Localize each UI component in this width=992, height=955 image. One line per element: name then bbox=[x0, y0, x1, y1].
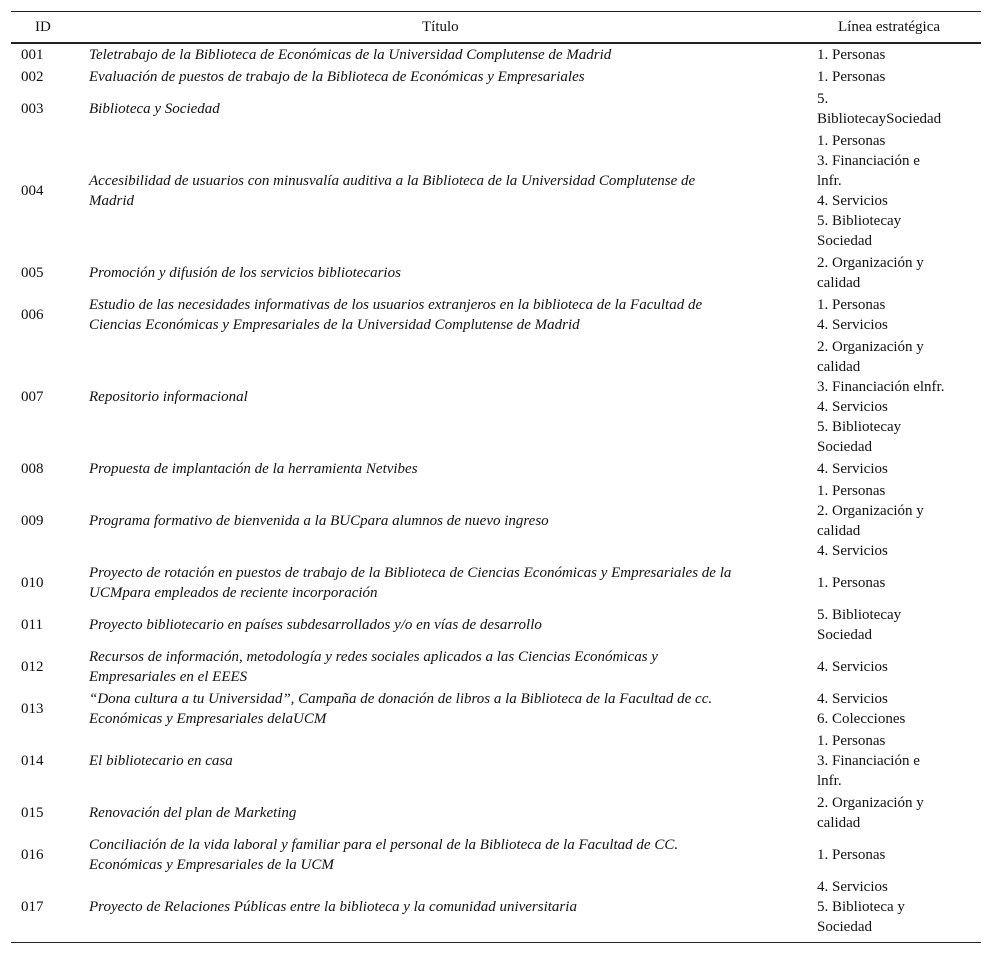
row-id: 010 bbox=[21, 575, 44, 591]
strategic-line-entry: 4. Servicios bbox=[817, 659, 888, 675]
row-strategic-lines bbox=[817, 459, 977, 479]
header-id: ID bbox=[35, 19, 51, 35]
row-title: “Dona cultura a tu Universidad”, Campaña de donación de libros a la Biblioteca de la Facultad de cc. Económicas y Empresariales delaUCM bbox=[89, 691, 713, 727]
row-id: 012 bbox=[21, 659, 44, 675]
row-id: 005 bbox=[21, 265, 44, 281]
strategic-line-entry: 1. Personas bbox=[817, 483, 886, 499]
row-strategic-lines bbox=[817, 835, 977, 875]
row-id: 013 bbox=[21, 701, 44, 717]
strategic-line-entry: 1. Personas bbox=[817, 847, 886, 863]
table-row bbox=[11, 337, 981, 457]
table-row bbox=[11, 835, 981, 875]
row-id: 004 bbox=[21, 183, 44, 199]
row-title: Evaluación de puestos de trabajo de la Biblioteca de Económicas y Empresariales bbox=[89, 69, 585, 85]
row-strategic-lines bbox=[817, 295, 977, 335]
strategic-line-entry: 2. Organización y bbox=[817, 503, 924, 519]
strategic-line-entry: lnfr. bbox=[817, 773, 842, 789]
table-top-rule bbox=[11, 11, 981, 12]
strategic-line-entry: 5. Bibliotecay bbox=[817, 213, 902, 229]
strategic-line-entry: 4. Servicios bbox=[817, 399, 888, 415]
strategic-line-entry: Sociedad bbox=[817, 919, 872, 935]
table-row bbox=[11, 731, 981, 791]
strategic-line-entry: 2. Organización y bbox=[817, 255, 924, 271]
row-id: 006 bbox=[21, 307, 44, 323]
strategic-line-entry: calidad bbox=[817, 359, 861, 375]
strategic-line-entry: calidad bbox=[817, 523, 861, 539]
row-id: 015 bbox=[21, 805, 44, 821]
row-title: Teletrabajo de la Biblioteca de Económicas de la Universidad Complutense de Madrid bbox=[89, 47, 612, 63]
row-id: 011 bbox=[21, 617, 43, 633]
row-strategic-lines bbox=[817, 793, 977, 833]
row-title: El bibliotecario en casa bbox=[89, 753, 233, 769]
strategic-line-entry: 1. Personas bbox=[817, 47, 886, 63]
strategic-line-entry: 5. Bibliotecay bbox=[817, 419, 902, 435]
row-id: 002 bbox=[21, 69, 44, 85]
row-id: 016 bbox=[21, 847, 44, 863]
row-title: Biblioteca y Sociedad bbox=[89, 101, 220, 117]
row-strategic-lines bbox=[817, 481, 977, 561]
strategic-line-entry: calidad bbox=[817, 815, 861, 831]
row-title: Programa formativo de bienvenida a la BUCpara alumnos de nuevo ingreso bbox=[89, 513, 549, 529]
strategic-line-entry: 1. Personas bbox=[817, 297, 886, 313]
strategic-line-entry: 4. Servicios bbox=[817, 317, 888, 333]
strategic-line-entry: 4. Servicios bbox=[817, 543, 888, 559]
row-title: Estudio de las necesidades informativas de los usuarios extranjeros en la biblioteca de la Facultad de Ciencias Económicas y Empresariales de la Universidad Complutense de Madrid bbox=[89, 297, 703, 333]
strategic-line-entry: BibliotecaySociedad bbox=[817, 111, 942, 127]
row-id: 017 bbox=[21, 899, 44, 915]
strategic-line-entry: 1. Personas bbox=[817, 733, 886, 749]
strategic-line-entry: 5. Bibliotecay bbox=[817, 607, 902, 623]
strategic-line-entry: Sociedad bbox=[817, 439, 872, 455]
row-title: Accesibilidad de usuarios con minusvalía auditiva a la Biblioteca de la Universidad Complutense de Madrid bbox=[89, 173, 696, 209]
row-strategic-lines bbox=[817, 605, 977, 645]
row-strategic-lines bbox=[817, 337, 977, 457]
strategic-line-entry: 5. bbox=[817, 91, 829, 107]
table-row bbox=[11, 605, 981, 645]
table-row bbox=[11, 877, 981, 937]
strategic-line-entry: 4. Servicios bbox=[817, 193, 888, 209]
table-row bbox=[11, 647, 981, 687]
table-row bbox=[11, 689, 981, 729]
row-id: 007 bbox=[21, 389, 44, 405]
table-row bbox=[11, 45, 981, 65]
table-row bbox=[11, 253, 981, 293]
strategic-line-entry: 3. Financiación e bbox=[817, 153, 920, 169]
row-strategic-lines bbox=[817, 877, 977, 937]
header-title: Título bbox=[422, 19, 459, 35]
strategic-line-entry: 5. Biblioteca y bbox=[817, 899, 905, 915]
row-title: Renovación del plan de Marketing bbox=[89, 805, 297, 821]
strategic-line-entry: 3. Financiación elnfr. bbox=[817, 379, 945, 395]
row-strategic-lines bbox=[817, 731, 977, 791]
row-title: Conciliación de la vida laboral y familiar para el personal de la Biblioteca de la Facultad de CC. Económicas y Empresariales de la UCM bbox=[89, 837, 679, 873]
strategic-line-entry: 1. Personas bbox=[817, 133, 886, 149]
strategic-line-entry: calidad bbox=[817, 275, 861, 291]
strategic-line-entry: 4. Servicios bbox=[817, 879, 888, 895]
row-strategic-lines bbox=[817, 647, 977, 687]
table-header-rule bbox=[11, 42, 981, 44]
table-row bbox=[11, 459, 981, 479]
strategic-line-entry: 6. Colecciones bbox=[817, 711, 906, 727]
strategic-line-entry: Sociedad bbox=[817, 233, 872, 249]
row-title: Promoción y difusión de los servicios bibliotecarios bbox=[89, 265, 401, 281]
row-strategic-lines bbox=[817, 563, 977, 603]
row-strategic-lines bbox=[817, 89, 977, 129]
header-strategic-line: Línea estratégica bbox=[838, 19, 941, 35]
strategic-line-entry: 2. Organización y bbox=[817, 339, 924, 355]
row-strategic-lines bbox=[817, 67, 977, 87]
row-strategic-lines bbox=[817, 689, 977, 729]
row-strategic-lines bbox=[817, 45, 977, 65]
row-title: Recursos de información, metodología y redes sociales aplicados a las Ciencias Económicas y Empresariales en el EEES bbox=[89, 649, 658, 685]
table-row bbox=[11, 131, 981, 251]
strategic-line-entry: 4. Servicios bbox=[817, 691, 888, 707]
table-row bbox=[11, 563, 981, 603]
row-id: 014 bbox=[21, 753, 44, 769]
row-title: Proyecto de Relaciones Públicas entre la biblioteca y la comunidad universitaria bbox=[89, 899, 577, 915]
row-id: 009 bbox=[21, 513, 44, 529]
table-row bbox=[11, 481, 981, 561]
strategic-line-entry: 2. Organización y bbox=[817, 795, 924, 811]
strategic-line-entry: 1. Personas bbox=[817, 69, 886, 85]
row-id: 008 bbox=[21, 461, 44, 477]
strategic-line-entry: lnfr. bbox=[817, 173, 842, 189]
table-row bbox=[11, 793, 981, 833]
table-row bbox=[11, 295, 981, 335]
table-row bbox=[11, 67, 981, 87]
row-title: Propuesta de implantación de la herramienta Netvibes bbox=[89, 461, 418, 477]
row-title: Proyecto de rotación en puestos de trabajo de la Biblioteca de Ciencias Económicas y Empresariales de la UCMpara empleados de reciente incorporación bbox=[89, 565, 732, 601]
row-title: Proyecto bibliotecario en países subdesarrollados y/o en vías de desarrollo bbox=[89, 617, 542, 633]
row-id: 001 bbox=[21, 47, 44, 63]
strategic-line-entry: 4. Servicios bbox=[817, 461, 888, 477]
table-bottom-rule bbox=[11, 942, 981, 943]
strategic-line-entry: Sociedad bbox=[817, 627, 872, 643]
table-row bbox=[11, 89, 981, 129]
row-strategic-lines bbox=[817, 131, 977, 251]
strategic-line-entry: 3. Financiación e bbox=[817, 753, 920, 769]
row-title: Repositorio informacional bbox=[89, 389, 248, 405]
row-id: 003 bbox=[21, 101, 44, 117]
row-strategic-lines bbox=[817, 253, 977, 293]
strategic-line-entry: 1. Personas bbox=[817, 575, 886, 591]
